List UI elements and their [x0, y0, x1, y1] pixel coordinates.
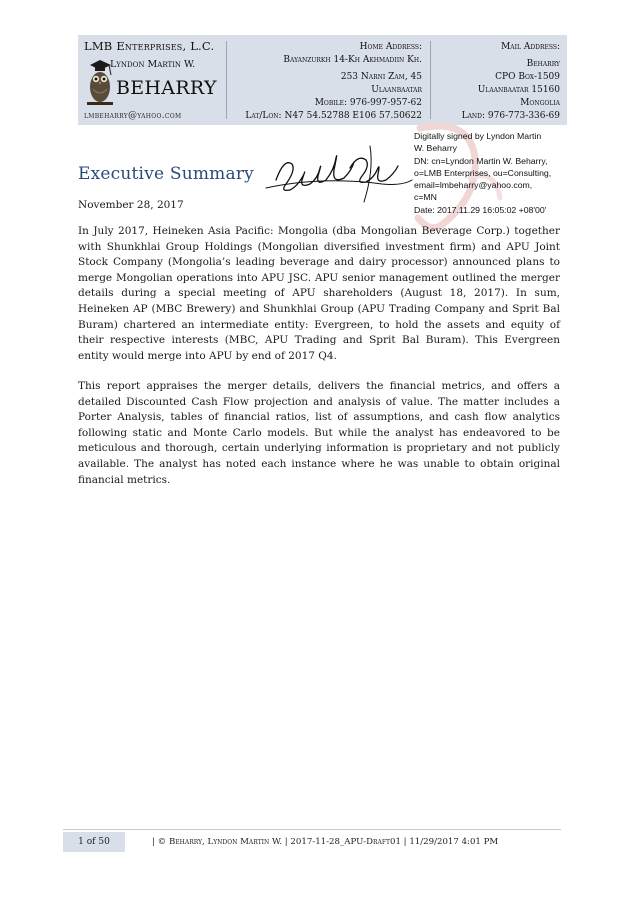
signature-line: o=LMB Enterprises, ou=Consulting,: [414, 167, 552, 178]
home-city: Ulaanbaatar: [371, 85, 422, 95]
signature-line: Date: 2017.11.29 16:05:02 +08'00': [414, 204, 547, 215]
document-date: November 28, 2017: [78, 199, 184, 211]
page-number: 1 of 50: [63, 832, 125, 852]
mail-name: Beharry: [526, 59, 560, 69]
person-name: Lyndon Martin W.: [110, 59, 196, 70]
signature-line: Digitally signed by Lyndon Martin: [414, 131, 542, 141]
home-heading: Home Address:: [359, 42, 422, 52]
company-name: LMB Enterprises, L.C.: [84, 39, 215, 53]
letterhead-identity: [84, 39, 224, 123]
mail-box: CPO Box-1509: [495, 72, 560, 82]
mail-address-block: [430, 41, 560, 123]
email-address[interactable]: lmbeharry@yahoo.com: [84, 111, 182, 121]
signature-line: email=lmbeharry@yahoo.com,: [414, 180, 533, 191]
home-unit: 253 Narni Zam, 45: [340, 72, 422, 82]
mail-heading: Mail Address:: [501, 42, 560, 52]
home-address-block: [226, 41, 422, 123]
page-title: Executive Summary: [78, 164, 254, 184]
mail-country: Mongolia: [520, 98, 560, 108]
signature-line: DN: cn=Lyndon Martin W. Beharry,: [414, 155, 548, 166]
home-mobile: Mobile: 976-997-957-62: [314, 98, 422, 108]
signature-line: W. Beharry: [414, 143, 457, 154]
mail-land: Land: 976-773-336-69: [461, 111, 560, 121]
mail-city: Ulaanbaatar 15160: [477, 85, 560, 95]
footer-text: | © Beharry, Lyndon Martin W. | 2017-11-28_APU-Draft01 | 11/29/2017 4:01 PM: [152, 837, 499, 847]
handwritten-signature: [262, 140, 414, 212]
home-street: Bayanzurkh 14-Kh Akhmadiin Kh.: [283, 55, 422, 65]
footer-divider: [63, 829, 561, 830]
home-latlon: Lat/Lon: N47 54.52788 E106 57.50622: [245, 111, 422, 121]
body-paragraph: In July 2017, Heineken Asia Pacific: Mongolia (dba Mongolian Beverage Corp.) together with Shunkhlai Group Holdings (Mongolian diversified investment firm) and APU Joint Stock Company (Mongolia’s leading beverage and dairy processor) announced plans to merge Mongolian operations into APU JSC. APU senior management outlined the merger details during a special meeting of APU shareholders (August 18, 2017). In sum, Heineken AP (MBC Brewery) and Shunkhlai Group (APU Trading Company and Sprit Bal Buram) chartered an intermediate entity: Evergreen, to hold the assets and equity of their respective interests (MBC, APU Trading and Sprit Bal Buram). This Evergreen entity would merge into APU by end of 2017 Q4.: [78, 225, 560, 362]
body-paragraph: This report appraises the merger details, delivers the financial metrics, and offers a detailed Discounted Cash Flow projection and analysis of value. The matter includes a Porter Analysis, tables of financial ratios, list of assumptions, and cash flow analytics following static and Monte Carlo models. But while the analyst has endeavored to be meticulous and thorough, certain underlying information is proprietary and not publicly available. The analyst has noted each instance where he was unable to obtain original financial metrics.: [78, 380, 560, 486]
letterhead: [78, 35, 567, 125]
digital-signature-info: [414, 130, 570, 216]
signature-line: c=MN: [414, 192, 437, 203]
surname: BEHARRY: [116, 77, 217, 99]
